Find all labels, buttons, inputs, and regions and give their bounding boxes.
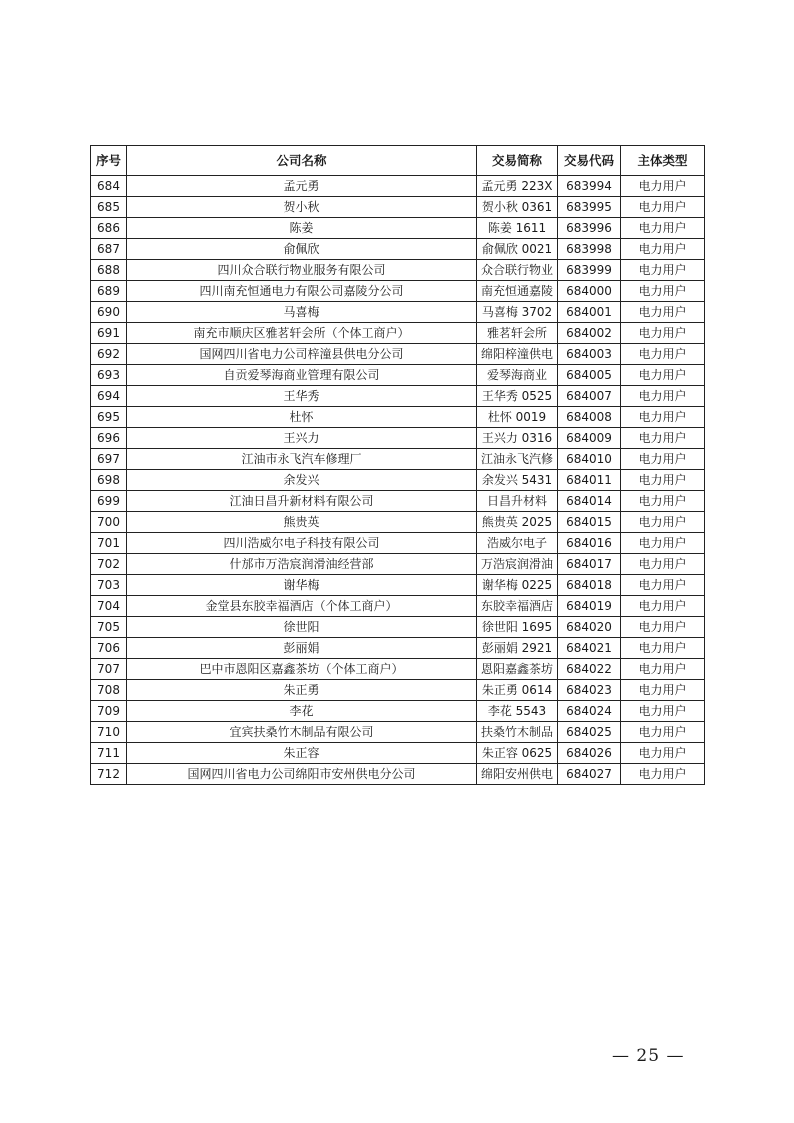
company-name-cell: 俞佩欣 [127, 239, 477, 260]
entity-type-cell: 电力用户 [621, 239, 705, 260]
trade-code-cell: 684003 [558, 344, 621, 365]
trade-code-cell: 684020 [558, 617, 621, 638]
entity-type-cell: 电力用户 [621, 218, 705, 239]
serial-cell: 695 [91, 407, 127, 428]
company-name-cell: 王兴力 [127, 428, 477, 449]
trade-code-cell: 684007 [558, 386, 621, 407]
trade-abbr-cell: 杜怀 0019 [477, 407, 558, 428]
table-row [91, 365, 705, 386]
company-name-cell: 什邡市万浩宸润滑油经营部 [127, 554, 477, 575]
company-name-cell: 彭丽娟 [127, 638, 477, 659]
table-row [91, 302, 705, 323]
trade-abbr-cell: 李花 5543 [477, 701, 558, 722]
table-row [91, 323, 705, 344]
trade-abbr-cell: 浩威尔电子 [477, 533, 558, 554]
serial-cell: 690 [91, 302, 127, 323]
table-row [91, 638, 705, 659]
entity-type-cell: 电力用户 [621, 281, 705, 302]
header-trade-abbr: 交易简称 [477, 146, 558, 176]
table-row [91, 344, 705, 365]
trade-abbr-cell: 朱正勇 0614 [477, 680, 558, 701]
table-row [91, 722, 705, 743]
table-row [91, 533, 705, 554]
serial-cell: 691 [91, 323, 127, 344]
entity-type-cell: 电力用户 [621, 323, 705, 344]
table-row [91, 218, 705, 239]
trade-abbr-cell: 扶桑竹木制品 [477, 722, 558, 743]
trade-abbr-cell: 谢华梅 0225 [477, 575, 558, 596]
company-name-cell: 南充市顺庆区雅茗轩会所（个体工商户） [127, 323, 477, 344]
table-row [91, 428, 705, 449]
entity-type-cell: 电力用户 [621, 680, 705, 701]
entity-type-cell: 电力用户 [621, 659, 705, 680]
table-row [91, 281, 705, 302]
trade-abbr-cell: 马喜梅 3702 [477, 302, 558, 323]
entity-type-cell: 电力用户 [621, 449, 705, 470]
trade-code-cell: 684011 [558, 470, 621, 491]
trade-code-cell: 683996 [558, 218, 621, 239]
entity-type-cell: 电力用户 [621, 491, 705, 512]
header-trade-code: 交易代码 [558, 146, 621, 176]
trade-code-cell: 683998 [558, 239, 621, 260]
trade-abbr-cell: 雅茗轩会所 [477, 323, 558, 344]
serial-cell: 699 [91, 491, 127, 512]
company-name-cell: 国网四川省电力公司梓潼县供电分公司 [127, 344, 477, 365]
serial-cell: 712 [91, 764, 127, 785]
table-row [91, 659, 705, 680]
trade-code-cell: 684002 [558, 323, 621, 344]
trade-abbr-cell: 王华秀 0525 [477, 386, 558, 407]
trade-code-cell: 684018 [558, 575, 621, 596]
trade-code-cell: 684016 [558, 533, 621, 554]
trade-code-cell: 684005 [558, 365, 621, 386]
trade-code-cell: 684009 [558, 428, 621, 449]
company-name-cell: 巴中市恩阳区嘉鑫茶坊（个体工商户） [127, 659, 477, 680]
serial-cell: 709 [91, 701, 127, 722]
serial-cell: 701 [91, 533, 127, 554]
company-name-cell: 自贡爱琴海商业管理有限公司 [127, 365, 477, 386]
table-row [91, 491, 705, 512]
serial-cell: 697 [91, 449, 127, 470]
company-name-cell: 陈姜 [127, 218, 477, 239]
entity-type-cell: 电力用户 [621, 554, 705, 575]
company-name-cell: 金堂县东胶幸福酒店（个体工商户） [127, 596, 477, 617]
trade-code-cell: 684027 [558, 764, 621, 785]
table-row [91, 449, 705, 470]
trade-code-cell: 684026 [558, 743, 621, 764]
trade-abbr-cell: 恩阳嘉鑫茶坊 [477, 659, 558, 680]
table-row [91, 407, 705, 428]
serial-cell: 684 [91, 176, 127, 197]
entity-type-cell: 电力用户 [621, 764, 705, 785]
table-row [91, 176, 705, 197]
entity-type-cell: 电力用户 [621, 260, 705, 281]
trade-code-cell: 684014 [558, 491, 621, 512]
company-name-cell: 贺小秋 [127, 197, 477, 218]
company-name-cell: 王华秀 [127, 386, 477, 407]
trade-abbr-cell: 朱正容 0625 [477, 743, 558, 764]
serial-cell: 685 [91, 197, 127, 218]
trade-abbr-cell: 孟元勇 223X [477, 176, 558, 197]
serial-cell: 687 [91, 239, 127, 260]
trade-abbr-cell: 东胶幸福酒店 [477, 596, 558, 617]
company-name-cell: 四川南充恒通电力有限公司嘉陵分公司 [127, 281, 477, 302]
entity-type-cell: 电力用户 [621, 701, 705, 722]
trade-code-cell: 684010 [558, 449, 621, 470]
serial-cell: 707 [91, 659, 127, 680]
entity-type-cell: 电力用户 [621, 386, 705, 407]
company-name-cell: 马喜梅 [127, 302, 477, 323]
company-name-cell: 孟元勇 [127, 176, 477, 197]
trade-code-cell: 684019 [558, 596, 621, 617]
table-row [91, 386, 705, 407]
trade-abbr-cell: 日昌升材料 [477, 491, 558, 512]
page-number: — 25 — [612, 1046, 685, 1066]
trade-abbr-cell: 徐世阳 1695 [477, 617, 558, 638]
table-row [91, 764, 705, 785]
trade-code-cell: 684015 [558, 512, 621, 533]
table-row [91, 260, 705, 281]
trade-code-cell: 684025 [558, 722, 621, 743]
trade-abbr-cell: 俞佩欣 0021 [477, 239, 558, 260]
entity-type-cell: 电力用户 [621, 575, 705, 596]
company-name-cell: 余发兴 [127, 470, 477, 491]
company-name-cell: 朱正勇 [127, 680, 477, 701]
table-row [91, 575, 705, 596]
trade-code-cell: 683994 [558, 176, 621, 197]
trade-code-cell: 684024 [558, 701, 621, 722]
serial-cell: 698 [91, 470, 127, 491]
table-row [91, 554, 705, 575]
entity-type-cell: 电力用户 [621, 176, 705, 197]
entity-type-cell: 电力用户 [621, 470, 705, 491]
company-name-cell: 朱正容 [127, 743, 477, 764]
company-name-cell: 四川浩威尔电子科技有限公司 [127, 533, 477, 554]
serial-cell: 686 [91, 218, 127, 239]
trade-code-cell: 684008 [558, 407, 621, 428]
serial-cell: 702 [91, 554, 127, 575]
company-name-cell: 徐世阳 [127, 617, 477, 638]
company-name-cell: 四川众合联行物业服务有限公司 [127, 260, 477, 281]
table-row [91, 470, 705, 491]
company-name-cell: 江油市永飞汽车修理厂 [127, 449, 477, 470]
serial-cell: 710 [91, 722, 127, 743]
serial-cell: 688 [91, 260, 127, 281]
entity-type-cell: 电力用户 [621, 512, 705, 533]
serial-cell: 705 [91, 617, 127, 638]
serial-cell: 704 [91, 596, 127, 617]
company-name-cell: 宜宾扶桑竹木制品有限公司 [127, 722, 477, 743]
trade-code-cell: 684000 [558, 281, 621, 302]
serial-cell: 703 [91, 575, 127, 596]
entity-type-cell: 电力用户 [621, 596, 705, 617]
trade-abbr-cell: 江油永飞汽修 [477, 449, 558, 470]
table-row [91, 197, 705, 218]
serial-cell: 700 [91, 512, 127, 533]
entity-type-cell: 电力用户 [621, 302, 705, 323]
trade-abbr-cell: 万浩宸润滑油 [477, 554, 558, 575]
trade-code-cell: 683999 [558, 260, 621, 281]
company-table [90, 145, 705, 785]
company-name-cell: 国网四川省电力公司绵阳市安州供电分公司 [127, 764, 477, 785]
serial-cell: 706 [91, 638, 127, 659]
serial-cell: 708 [91, 680, 127, 701]
entity-type-cell: 电力用户 [621, 533, 705, 554]
serial-cell: 711 [91, 743, 127, 764]
entity-type-cell: 电力用户 [621, 428, 705, 449]
company-name-cell: 李花 [127, 701, 477, 722]
trade-code-cell: 683995 [558, 197, 621, 218]
trade-code-cell: 684021 [558, 638, 621, 659]
table-row [91, 743, 705, 764]
trade-abbr-cell: 爱琴海商业 [477, 365, 558, 386]
table-header-row [91, 146, 705, 176]
trade-code-cell: 684023 [558, 680, 621, 701]
entity-type-cell: 电力用户 [621, 722, 705, 743]
serial-cell: 693 [91, 365, 127, 386]
entity-type-cell: 电力用户 [621, 743, 705, 764]
serial-cell: 696 [91, 428, 127, 449]
entity-type-cell: 电力用户 [621, 407, 705, 428]
company-name-cell: 杜怀 [127, 407, 477, 428]
table-row [91, 239, 705, 260]
trade-code-cell: 684017 [558, 554, 621, 575]
header-company-name: 公司名称 [127, 146, 477, 176]
company-name-cell: 江油日昌升新材料有限公司 [127, 491, 477, 512]
trade-abbr-cell: 余发兴 5431 [477, 470, 558, 491]
header-serial: 序号 [91, 146, 127, 176]
trade-abbr-cell: 熊贵英 2025 [477, 512, 558, 533]
trade-code-cell: 684022 [558, 659, 621, 680]
entity-type-cell: 电力用户 [621, 638, 705, 659]
header-entity-type: 主体类型 [621, 146, 705, 176]
serial-cell: 694 [91, 386, 127, 407]
trade-abbr-cell: 贺小秋 0361 [477, 197, 558, 218]
table-row [91, 596, 705, 617]
table-row [91, 680, 705, 701]
table-row [91, 701, 705, 722]
serial-cell: 689 [91, 281, 127, 302]
trade-abbr-cell: 绵阳梓潼供电 [477, 344, 558, 365]
company-name-cell: 谢华梅 [127, 575, 477, 596]
company-name-cell: 熊贵英 [127, 512, 477, 533]
table-row [91, 617, 705, 638]
trade-abbr-cell: 陈姜 1611 [477, 218, 558, 239]
trade-abbr-cell: 彭丽娟 2921 [477, 638, 558, 659]
entity-type-cell: 电力用户 [621, 197, 705, 218]
entity-type-cell: 电力用户 [621, 617, 705, 638]
trade-abbr-cell: 众合联行物业 [477, 260, 558, 281]
table-row [91, 512, 705, 533]
serial-cell: 692 [91, 344, 127, 365]
trade-abbr-cell: 绵阳安州供电 [477, 764, 558, 785]
trade-abbr-cell: 王兴力 0316 [477, 428, 558, 449]
trade-code-cell: 684001 [558, 302, 621, 323]
trade-abbr-cell: 南充恒通嘉陵 [477, 281, 558, 302]
entity-type-cell: 电力用户 [621, 344, 705, 365]
entity-type-cell: 电力用户 [621, 365, 705, 386]
